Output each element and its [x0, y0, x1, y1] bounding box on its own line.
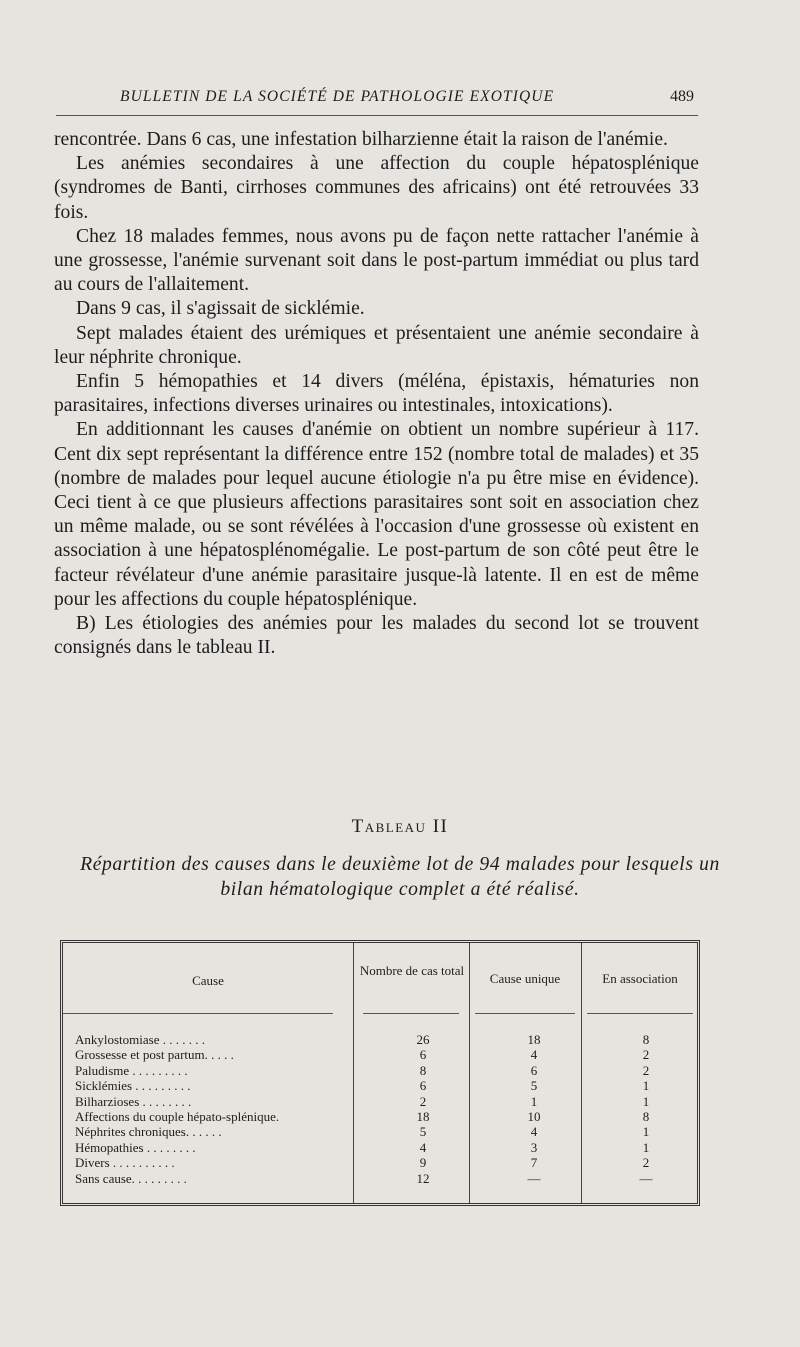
header-cause: Cause: [192, 973, 224, 988]
table-row: [75, 1078, 700, 1093]
header-underline: [587, 1013, 693, 1014]
cell-total: 2: [419, 1093, 427, 1109]
cell-total: 26: [416, 1032, 430, 1047]
cell-association: 1: [642, 1078, 650, 1094]
cell-association: —: [639, 1170, 653, 1186]
cell-total: 4: [419, 1139, 427, 1155]
header-rule: [56, 115, 698, 116]
cell-unique: 3: [530, 1139, 538, 1155]
paragraph: Chez 18 malades femmes, nous avons pu de façon nette rattacher l'anémie à une grossesse, l'anémie survenant soit dans le post-partum immédiat ou plus tard au cours de l'allaitement.: [54, 225, 699, 296]
table-title: Tableau II: [351, 816, 449, 837]
paragraph: Sept malades étaient des urémiques et présentaient une anémie secondaire à leur néphrite chronique.: [54, 322, 699, 368]
cell-total: 9: [419, 1155, 427, 1171]
cell-unique: 4: [530, 1047, 538, 1063]
cell-cause: Sicklémies . . . . . . . . .: [75, 1078, 191, 1094]
cell-unique: 4: [530, 1124, 538, 1140]
paragraph: Dans 9 cas, il s'agissait de sicklémie.: [76, 298, 365, 320]
table-caption: Répartition des causes dans le deuxième lot de 94 malades pour lesquels un bilan hématologique complet a été réalisé.: [80, 854, 720, 900]
header-unique: Cause unique: [489, 971, 561, 986]
header-underline: [63, 1013, 333, 1014]
cell-unique: 18: [527, 1032, 541, 1047]
cell-cause: Néphrites chroniques. . . . . .: [75, 1124, 222, 1140]
cell-cause: Bilharzioses . . . . . . . .: [75, 1093, 192, 1109]
header-underline: [363, 1013, 459, 1014]
cell-cause: Divers . . . . . . . . . .: [75, 1155, 175, 1171]
table-row: [75, 1124, 700, 1139]
paragraph: Les anémies secondaires à une affection du couple hépatosplénique (syndromes de Banti, cirrhoses communes des africains) ont été retrouvées 33 fois.: [54, 153, 699, 223]
journal-title: BULLETIN DE LA SOCIÉTÉ DE PATHOLOGIE EXOTIQUE: [120, 88, 555, 105]
table-row: [75, 1047, 700, 1062]
body-text: [54, 128, 699, 660]
data-table: [60, 940, 700, 1206]
cell-total: 18: [416, 1108, 430, 1124]
cell-cause: Sans cause. . . . . . . . .: [75, 1170, 187, 1186]
cell-association: 1: [642, 1139, 650, 1155]
header-association: En association: [602, 971, 678, 986]
cell-total: 6: [419, 1047, 427, 1063]
cell-cause: Hémopathies . . . . . . . .: [75, 1139, 196, 1155]
cell-association: 1: [642, 1093, 650, 1109]
cell-unique: 7: [530, 1155, 538, 1171]
cell-cause: Ankylostomiase . . . . . . .: [75, 1032, 205, 1047]
cell-association: 8: [642, 1108, 650, 1124]
cell-unique: 5: [530, 1078, 538, 1094]
cell-cause: Affections du couple hépato-splénique.: [75, 1108, 280, 1124]
cell-total: 12: [416, 1170, 430, 1186]
cell-unique: 10: [527, 1108, 541, 1124]
cell-association: 2: [642, 1062, 650, 1078]
cell-total: 6: [419, 1078, 427, 1094]
cell-unique: 6: [530, 1062, 538, 1078]
cell-association: 2: [642, 1155, 650, 1171]
cell-association: 8: [642, 1032, 650, 1047]
cell-association: 1: [642, 1124, 650, 1140]
table-row: [75, 1109, 700, 1124]
table-body: [75, 1032, 700, 1186]
header-underline: [475, 1013, 575, 1014]
paragraph: En additionnant les causes d'anémie on obtient un nombre supérieur à 117. Cent dix sept représentant la différence entre 152 (nombre total de malades) et 35 (nombre de malades pour lequel aucune étiologie n'a pu être mise en évidence). Ceci tient à ce que plusieurs affections parasitaires sont soit en association chez un même malade, ou se sont révélées à l'occasion d'une grossesse où existent en association à une hépatosplénomégalie. Le post-partum de son côté peut être le facteur révélateur d'une anémie parasitaire jusque-là latente. Il en est de même pour les affections du couple hépatosplénique.: [54, 419, 699, 610]
paragraph: B) Les étiologies des anémies pour les malades du second lot se trouvent consignés dans le tableau II.: [54, 613, 699, 659]
cell-unique: 1: [530, 1093, 538, 1109]
running-header: [56, 88, 698, 114]
cell-total: 8: [419, 1062, 427, 1078]
table-row: [75, 1140, 700, 1155]
table-row: [75, 1063, 700, 1078]
page-number: 489: [670, 88, 694, 105]
header-total: Nombre de cas total: [359, 963, 465, 978]
paragraph: Enfin 5 hémopathies et 14 divers (méléna, épistaxis, hématuries non parasitaires, infections diverses urinaires ou intestinales, intoxications).: [54, 371, 699, 417]
cell-unique: —: [527, 1170, 541, 1186]
table-row: [75, 1094, 700, 1109]
table-row: [75, 1155, 700, 1170]
cell-association: 2: [642, 1047, 650, 1063]
cell-cause: Grossesse et post partum. . . . .: [75, 1047, 234, 1063]
table-row: [75, 1171, 700, 1186]
table-row: [75, 1032, 700, 1047]
cell-cause: Paludisme . . . . . . . . .: [75, 1062, 188, 1078]
cell-total: 5: [419, 1124, 427, 1140]
paragraph: rencontrée. Dans 6 cas, une infestation bilharzienne était la raison de l'anémie.: [54, 129, 668, 150]
